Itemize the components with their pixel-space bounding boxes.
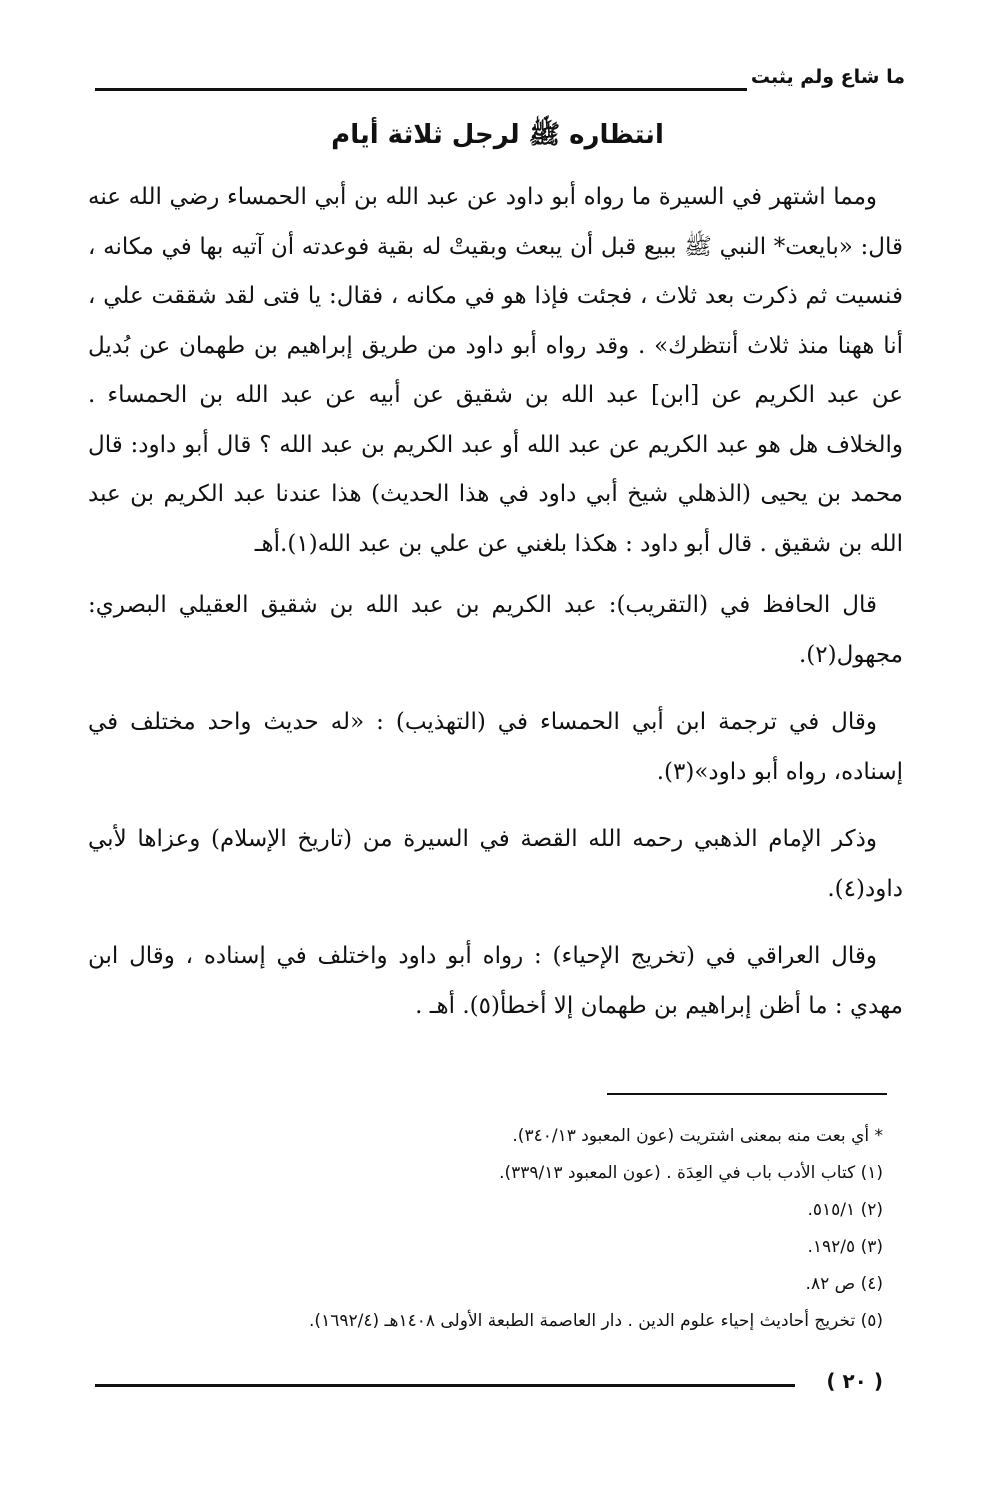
footnote-3: (٣) ١٩٢/٥. xyxy=(807,1237,883,1257)
footnote-5: (٥) تخريج أحاديث إحياء علوم الدين . دار العاصمة الطبعة الأولى ١٤٠٨هـ (١٦٩٢/٤). xyxy=(309,1311,883,1331)
footnote-4: (٤) ص ٨٢. xyxy=(805,1274,883,1294)
paragraph-dhahabi: وذكر الإمام الذهبي رحمه الله القصة في السيرة من (تاريخ الإسلام) وعزاها لأبي داود(٤). xyxy=(88,826,903,902)
footnote-1: (١) كتاب الأدب باب في العِدَة . (عون المعبود ٣٣٩/١٣). xyxy=(499,1163,883,1183)
footnote-2: (٢) ٥١٥/١. xyxy=(807,1200,883,1220)
running-header-title: ما شاع ولم يثبت xyxy=(750,66,905,88)
page-number: ( ٢٠ ) xyxy=(826,1369,883,1393)
paragraph-taqrib: قال الحافظ في (التقريب): عبد الكريم بن عبد الله بن شقيق العقيلي البصري: مجهول(٢). xyxy=(88,592,903,668)
paragraph-iraqi: وقال العراقي في (تخريج الإحياء) : رواه أبو داود واختلف في إسناده ، وقال ابن مهدي : ما أظن إبراهيم بن طهمان إلا أخطأ(٥). أهـ . xyxy=(88,943,903,1019)
footnote-star: * أي بعت منه بمعنى اشتريت (عون المعبود ٣٤٠/١٣). xyxy=(512,1126,883,1146)
body-text xyxy=(88,173,903,1043)
paragraph-main: ومما اشتهر في السيرة ما رواه أبو داود عن عبد الله بن أبي الحمساء رضي الله عنه قال: «بايعت* النبي ﷺ ببيع قبل أن يبعث وبقيتْ له بقية فوعدته أن آتيه بها في مكانه ، فنسيت ثم ذكرت بعد ثلاث ، فجئت فإذا هو في مكانه ، فقال: يا فتى لقد شققت علي ، أنا ههنا منذ ثلاث أنتظرك» . وقد رواه أبو داود من طريق إبراهيم بن طهمان عن بُديل عن عبد الكريم عن [ابن] عبد الله بن شقيق عن أبيه عن عبد الله بن الحمساء . والخلاف هل هو عبد الكريم عن عبد الله أو عبد الكريم بن عبد الله ؟ قال أبو داود: قال محمد بن يحيى (الذهلي شيخ أبي داود في هذا الحديث) هذا عندنا عبد الكريم بن عبد الله بن شقيق . قال أبو داود : هكذا بلغني عن علي بن عبد الله(١).أهـ xyxy=(88,184,903,557)
header-rule xyxy=(95,88,747,91)
footnote-separator xyxy=(607,1093,887,1095)
section-title: انتظاره ﷺ لرجل ثلاثة أيام xyxy=(331,120,664,150)
footer-rule xyxy=(95,1384,795,1387)
footnotes xyxy=(183,1118,883,1340)
paragraph-tahdhib: وقال في ترجمة ابن أبي الحمساء في (التهذيب) : «له حديث واحد مختلف في إسناده، رواه أبو داود»(٣). xyxy=(88,709,903,785)
